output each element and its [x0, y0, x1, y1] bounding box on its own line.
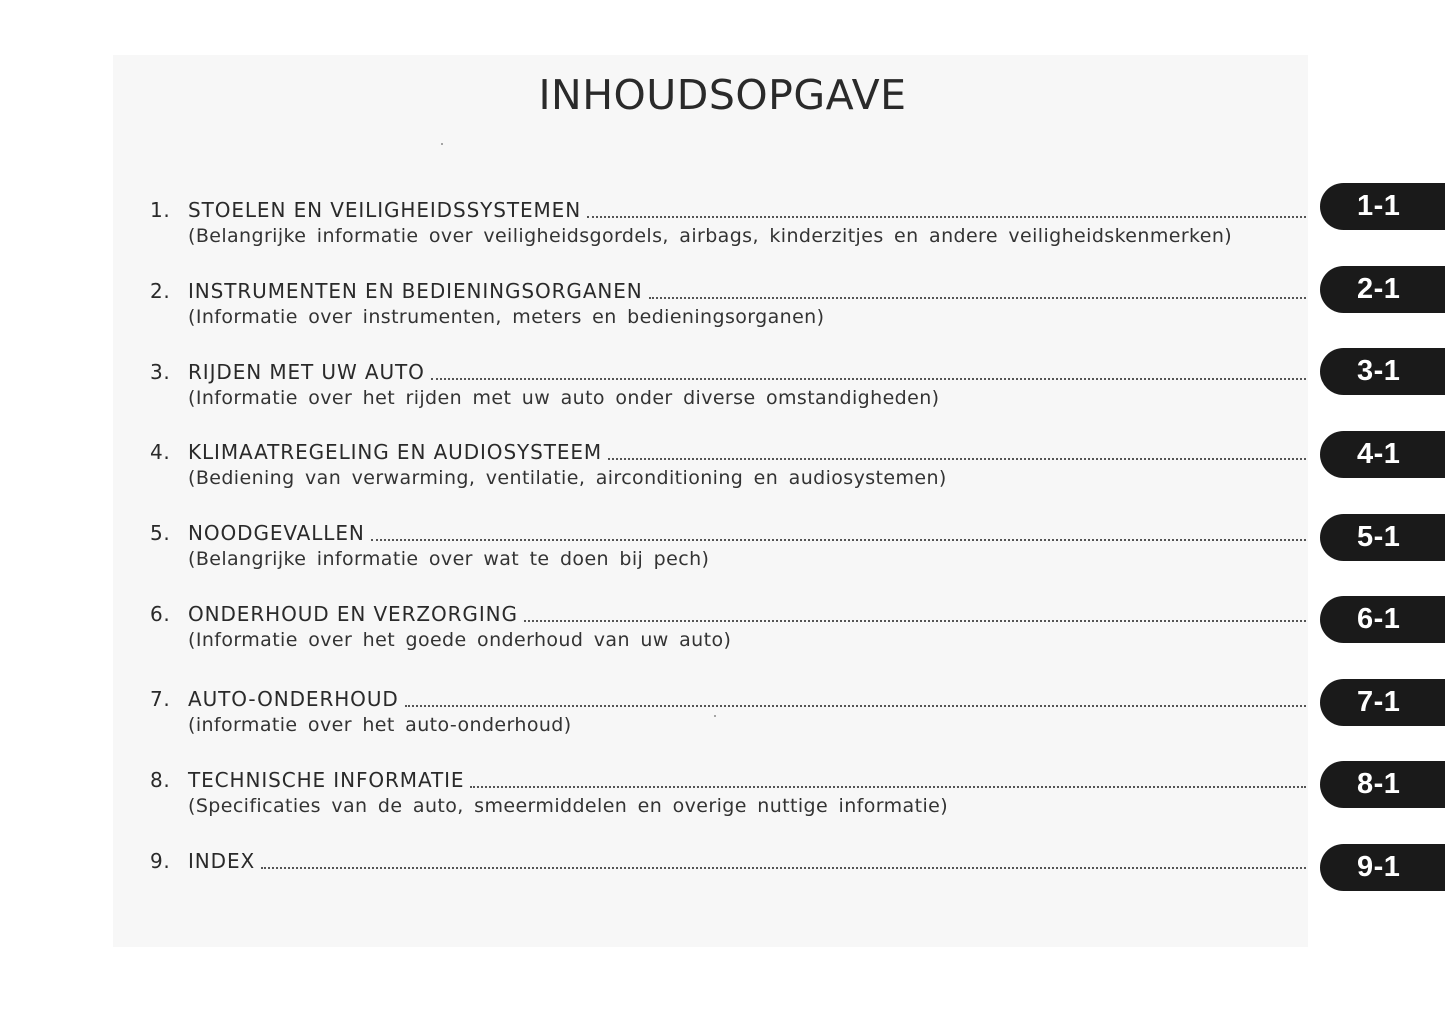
dot-leader	[431, 378, 1306, 380]
chapter-tab-4[interactable]: 4-1	[1320, 431, 1445, 478]
toc-entry-heading-row	[188, 846, 1306, 876]
toc-entry-heading: STOELEN EN VEILIGHEIDSSYSTEMEN	[188, 198, 582, 222]
dot-leader	[587, 216, 1306, 218]
toc-entry-number: 8.	[150, 768, 171, 792]
toc-entry[interactable]	[150, 599, 1306, 659]
dot-leader	[608, 458, 1306, 460]
toc-entry-heading-row	[188, 518, 1306, 548]
toc-entry-number: 6.	[150, 602, 171, 626]
toc-entry-number: 2.	[150, 279, 171, 303]
toc-entry-heading: TECHNISCHE INFORMATIE	[188, 768, 465, 792]
toc-entry-description: (informatie over het auto-onderhoud)	[188, 714, 572, 736]
toc-entry[interactable]	[150, 846, 1306, 878]
chapter-tab-2[interactable]: 2-1	[1320, 266, 1445, 313]
toc-entry[interactable]	[150, 765, 1306, 825]
chapter-tab-1[interactable]: 1-1	[1320, 183, 1445, 230]
toc-entry-heading: INSTRUMENTEN EN BEDIENINGSORGANEN	[188, 279, 643, 303]
toc-entry-description: (Informatie over instrumenten, meters en bedieningsorganen)	[188, 306, 825, 328]
chapter-tab-7[interactable]: 7-1	[1320, 679, 1445, 726]
toc-entry[interactable]	[150, 518, 1306, 578]
page-title: INHOUDSOPGAVE	[538, 71, 907, 119]
toc-entry-heading-row	[188, 437, 1306, 467]
toc-entry-heading: KLIMAATREGELING EN AUDIOSYSTEEM	[188, 440, 603, 464]
toc-entry[interactable]	[150, 684, 1306, 744]
chapter-tab-5[interactable]: 5-1	[1320, 514, 1445, 561]
toc-entry-description: (Informatie over het rijden met uw auto onder diverse omstandigheden)	[188, 387, 940, 409]
toc-entry-heading-row	[188, 357, 1306, 387]
chapter-tab-8[interactable]: 8-1	[1320, 761, 1445, 808]
toc-entry-heading-row	[188, 276, 1306, 306]
toc-entry-heading: AUTO-ONDERHOUD	[188, 687, 399, 711]
toc-entry-number: 4.	[150, 440, 171, 464]
toc-entry-description: (Belangrijke informatie over wat te doen bij pech)	[188, 548, 710, 570]
toc-entry-heading: ONDERHOUD EN VERZORGING	[188, 602, 518, 626]
toc-entry-heading: INDEX	[188, 849, 256, 873]
toc-entry-number: 5.	[150, 521, 171, 545]
dot-leader	[261, 867, 1306, 869]
dot-leader	[470, 786, 1306, 788]
dot-leader	[524, 620, 1306, 622]
chapter-tab-9[interactable]: 9-1	[1320, 844, 1445, 891]
toc-entry[interactable]	[150, 437, 1306, 497]
toc-entry[interactable]	[150, 276, 1306, 336]
toc-entry[interactable]	[150, 195, 1306, 255]
toc-entry-heading-row	[188, 599, 1306, 629]
toc-entry-heading-row	[188, 195, 1306, 225]
chapter-tab-3[interactable]: 3-1	[1320, 348, 1445, 395]
toc-entry-heading: RIJDEN MET UW AUTO	[188, 360, 425, 384]
dot-leader	[649, 297, 1306, 299]
toc-entry-description: (Bediening van verwarming, ventilatie, airconditioning en audiosystemen)	[188, 467, 947, 489]
toc-entry-description: (Specificaties van de auto, smeermiddelen en overige nuttige informatie)	[188, 795, 949, 817]
toc-entry-description: (Belangrijke informatie over veiligheidsgordels, airbags, kinderzitjes en andere veiligheidskenmerken)	[188, 225, 1233, 247]
toc-entry-number: 9.	[150, 849, 171, 873]
toc-entry[interactable]	[150, 357, 1306, 417]
dot-leader	[405, 705, 1306, 707]
toc-entry-description: (Informatie over het goede onderhoud van uw auto)	[188, 629, 732, 651]
toc-entry-number: 7.	[150, 687, 171, 711]
toc-entry-number: 1.	[150, 198, 171, 222]
dot-leader	[371, 539, 1306, 541]
scan-speck	[441, 143, 443, 145]
toc-entry-number: 3.	[150, 360, 171, 384]
chapter-tab-6[interactable]: 6-1	[1320, 596, 1445, 643]
toc-entry-heading: NOODGEVALLEN	[188, 521, 365, 545]
toc-entry-heading-row	[188, 684, 1306, 714]
toc-entry-heading-row	[188, 765, 1306, 795]
